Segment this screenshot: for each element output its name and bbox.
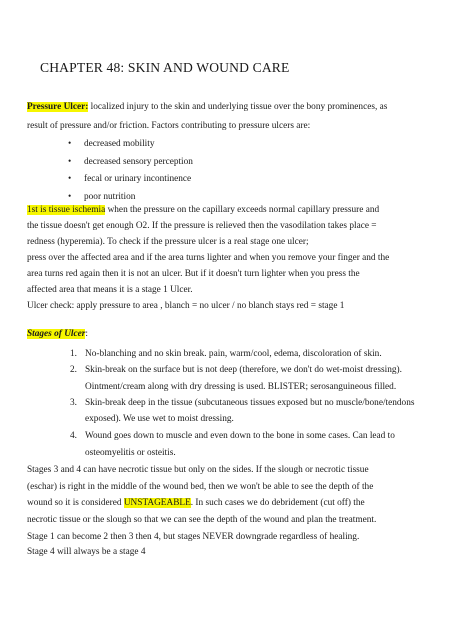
stage1-line-1: 1st is tissue ischemia when the pressure on the capillary exceeds normal capillary pressure and: [27, 205, 380, 215]
stage1-line-6: affected area that means it is a stage 1 Ulcer.: [27, 285, 193, 295]
stages-heading-text: Stages of Ulcer: [27, 329, 86, 339]
bullet-icon: •: [68, 174, 72, 184]
stage-number: 1.: [70, 349, 77, 359]
pressure-ulcer-definition-line-2: result of pressure and/or friction. Factors contributing to pressure ulcers are:: [27, 121, 311, 131]
ulcer-check-line: Ulcer check: apply pressure to area , blanch = no ulcer / no blanch stays red = stage 1: [27, 301, 345, 311]
necrotic-line-5: Stage 1 can become 2 then 3 then 4, but stages NEVER downgrade regardless of healing.: [27, 532, 360, 542]
stage-2-text-line-2: Ointment/cream along with dry dressing is used. BLISTER; serosanguineous filled.: [85, 382, 397, 392]
bullet-icon: •: [68, 139, 72, 149]
stage1-line-4: press over the affected area and if the area turns lighter and when you remove your finger and the: [27, 253, 390, 263]
necrotic-line-6: Stage 4 will always be a stage 4: [27, 547, 146, 557]
chapter-title: CHAPTER 48: SKIN AND WOUND CARE: [40, 60, 290, 75]
stage1-line-5: area turns red again then it is not an ulcer. But if it doesn't turn lighter when you press the: [27, 269, 360, 279]
pressure-ulcer-term: Pressure Ulcer:: [27, 102, 89, 112]
pressure-ulcer-definition-line-1: Pressure Ulcer: localized injury to the skin and underlying tissue over the bony prominences, as: [27, 102, 388, 112]
stage1-line-2: the tissue doesn't get enough O2. If the pressure is relieved then the vasodilation takes place =: [27, 221, 377, 231]
stage-number: 2.: [70, 365, 77, 375]
stage1-line-3: redness (hyperemia). To check if the pressure ulcer is a real stage one ulcer;: [27, 237, 309, 247]
factor-item: poor nutrition: [84, 192, 136, 202]
necrotic-line-4: necrotic tissue or the slough so that we can see the depth of the wound and plan the treatment.: [27, 515, 377, 525]
stage-4-text-line-1: Wound goes down to muscle and even down to the bone in some cases. Can lead to: [85, 431, 395, 441]
factor-item: decreased sensory perception: [84, 157, 193, 167]
stage-number: 4.: [70, 431, 77, 441]
stage1-highlight: 1st is tissue ischemia: [27, 205, 106, 215]
necrotic-line-2: (eschar) is right in the middle of the wound bed, then we won't be able to see the depth of the: [27, 482, 374, 492]
stage-2-text-line-1: Skin-break on the surface but is not deep (therefore, we don't do wet-moist dressing).: [85, 365, 402, 375]
stage-number: 3.: [70, 398, 77, 408]
stage-3-text-line-1: Skin-break deep in the tissue (subcutaneous tissues exposed but no muscle/bone/tendons: [85, 398, 415, 408]
factor-item: decreased mobility: [84, 139, 155, 149]
stages-heading: Stages of Ulcer:: [27, 329, 88, 339]
necrotic-line-3: wound so it is considered UNSTAGEABLE. In such cases we do debridement (cut off) the: [27, 498, 365, 508]
bullet-icon: •: [68, 157, 72, 167]
unstageable-highlight: UNSTAGEABLE: [123, 498, 191, 508]
necrotic-line-1: Stages 3 and 4 can have necrotic tissue but only on the sides. If the slough or necrotic tissue: [27, 465, 369, 475]
stage-1-text: No-blanching and no skin break. pain, warm/cool, edema, discoloration of skin.: [85, 349, 382, 359]
bullet-icon: •: [68, 192, 72, 202]
factor-item: fecal or urinary incontinence: [84, 174, 192, 184]
stage-3-text-line-2: exposed). We use wet to moist dressing.: [85, 414, 234, 424]
stage-4-text-line-2: osteomyelitis or osteitis.: [85, 448, 176, 458]
